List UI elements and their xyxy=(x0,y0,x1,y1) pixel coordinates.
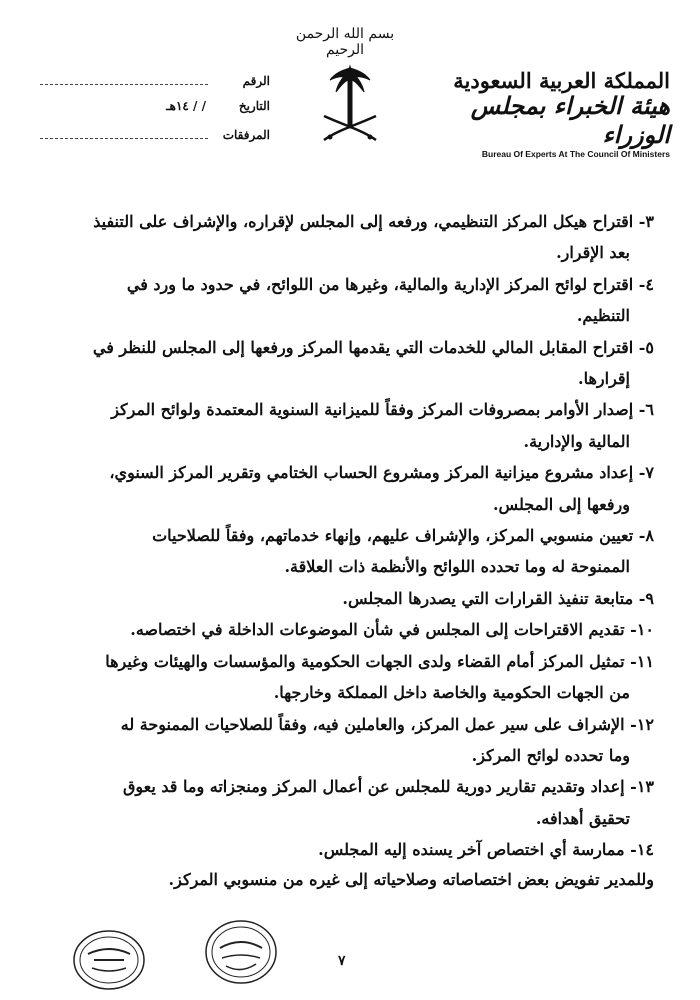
list-item xyxy=(48,332,654,395)
list-item xyxy=(48,646,654,709)
list-item-continuation: وما تحدده لوائح المركز. xyxy=(471,745,630,765)
official-stamp-icon xyxy=(72,926,146,994)
bureau-name-english: Bureau Of Experts At The Council Of Ministers xyxy=(481,149,670,159)
list-item-text: ١٣- إعداد وتقديم تقارير دورية للمجلس عن أعمال المركز ومنجزاته وما قد يعوق xyxy=(122,777,654,797)
list-item xyxy=(48,457,654,520)
reference-line xyxy=(40,72,208,85)
list-item-text: ٣- اقتراح هيكل المركز التنظيمي، ورفعه إلى المجلس لإقراره، والإشراف على التنفيذ xyxy=(93,212,654,231)
list-item-text: ١٠- تقديم الاقتراحات إلى المجلس في شأن الموضوعات الداخلة في اختصاصه. xyxy=(130,620,654,640)
list-item-continuation: الممنوحة له وما تحدده اللوائح والأنظمة ذات العلاقة. xyxy=(284,557,630,577)
letterhead-fields xyxy=(40,72,270,153)
list-item xyxy=(48,206,654,269)
list-item-text: ١١- تمثيل المركز أمام القضاء ولدى الجهات الحكومية والمؤسسات والهيئات وغيرها xyxy=(105,651,654,671)
list-item-continuation: إقرارها. xyxy=(578,369,630,389)
list-item xyxy=(48,520,654,583)
saudi-emblem-icon xyxy=(318,60,382,150)
list-item-continuation: بعد الإقرار. xyxy=(556,243,630,263)
basmala: بسم الله الرحمن الرحيم xyxy=(295,26,395,58)
reference-label: الرقم xyxy=(242,74,270,88)
list-item-continuation: تحقيق أهدافه. xyxy=(535,808,630,828)
date-field xyxy=(40,99,270,126)
letterhead-right xyxy=(440,68,670,159)
list-item xyxy=(48,394,654,457)
list-item xyxy=(48,771,654,834)
list-item-text: ٤- اقتراح لوائح المركز الإدارية والمالية، وغيرها من اللوائح، في حدود ما ورد في xyxy=(126,274,654,294)
list-item-text: ١٤- ممارسة أي اختصاص آخر يسنده إليه المجلس. xyxy=(318,840,654,860)
list-item xyxy=(48,614,654,645)
list-item xyxy=(48,269,654,332)
list-item-continuation: التنظيم. xyxy=(576,306,630,326)
bureau-name-arabic: هيئة الخبراء بمجلس الوزراء xyxy=(470,91,670,149)
page-number: ٧ xyxy=(338,953,346,969)
reference-field xyxy=(40,72,270,99)
list-item-text: ٩- متابعة تنفيذ القرارات التي يصدرها المجلس. xyxy=(342,588,654,608)
kingdom-name: المملكة العربية السعودية xyxy=(453,68,670,93)
list-item xyxy=(48,834,654,865)
date-value: / / ١٤هـ xyxy=(166,99,206,113)
list-item-continuation: ورفعها إلى المجلس. xyxy=(492,494,630,514)
closing-paragraph: وللمدير تفويض بعض اختصاصاته وصلاحياته إلى غيره من منسوبي المركز. xyxy=(168,870,654,889)
list-item-text: ٧- إعداد مشروع ميزانية المركز ومشروع الحساب الختامي وتقرير المركز السنوي، xyxy=(109,463,654,483)
official-stamp-icon xyxy=(204,918,278,986)
list-item-text: ٨- تعيين منسوبي المركز، والإشراف عليهم، وإنهاء خدماتهم، وفقاً للصلاحيات xyxy=(152,526,654,546)
date-label: التاريخ xyxy=(238,99,270,113)
list-item xyxy=(48,709,654,772)
list-item-text: ٥- اقتراح المقابل المالي للخدمات التي يقدمها المركز ورفعها إلى المجلس للنظر في xyxy=(92,337,654,357)
attachments-line xyxy=(40,126,208,139)
document-body xyxy=(48,206,654,866)
list-item-text: ٦- إصدار الأوامر بمصروفات المركز وفقاً للميزانية السنوية المعتمدة ولوائح المركز xyxy=(111,400,654,420)
list-item-continuation: المالية والإدارية. xyxy=(523,431,630,451)
list-item xyxy=(48,583,654,614)
list-item-continuation: من الجهات الحكومية والخاصة داخل المملكة وخارجها. xyxy=(273,683,630,703)
list-item-text: ١٢- الإشراف على سير عمل المركز، والعاملين فيه، وفقاً للصلاحيات الممنوحة له xyxy=(120,714,654,734)
attachments-label: المرفقات xyxy=(222,128,270,142)
attachments-field xyxy=(40,126,270,153)
